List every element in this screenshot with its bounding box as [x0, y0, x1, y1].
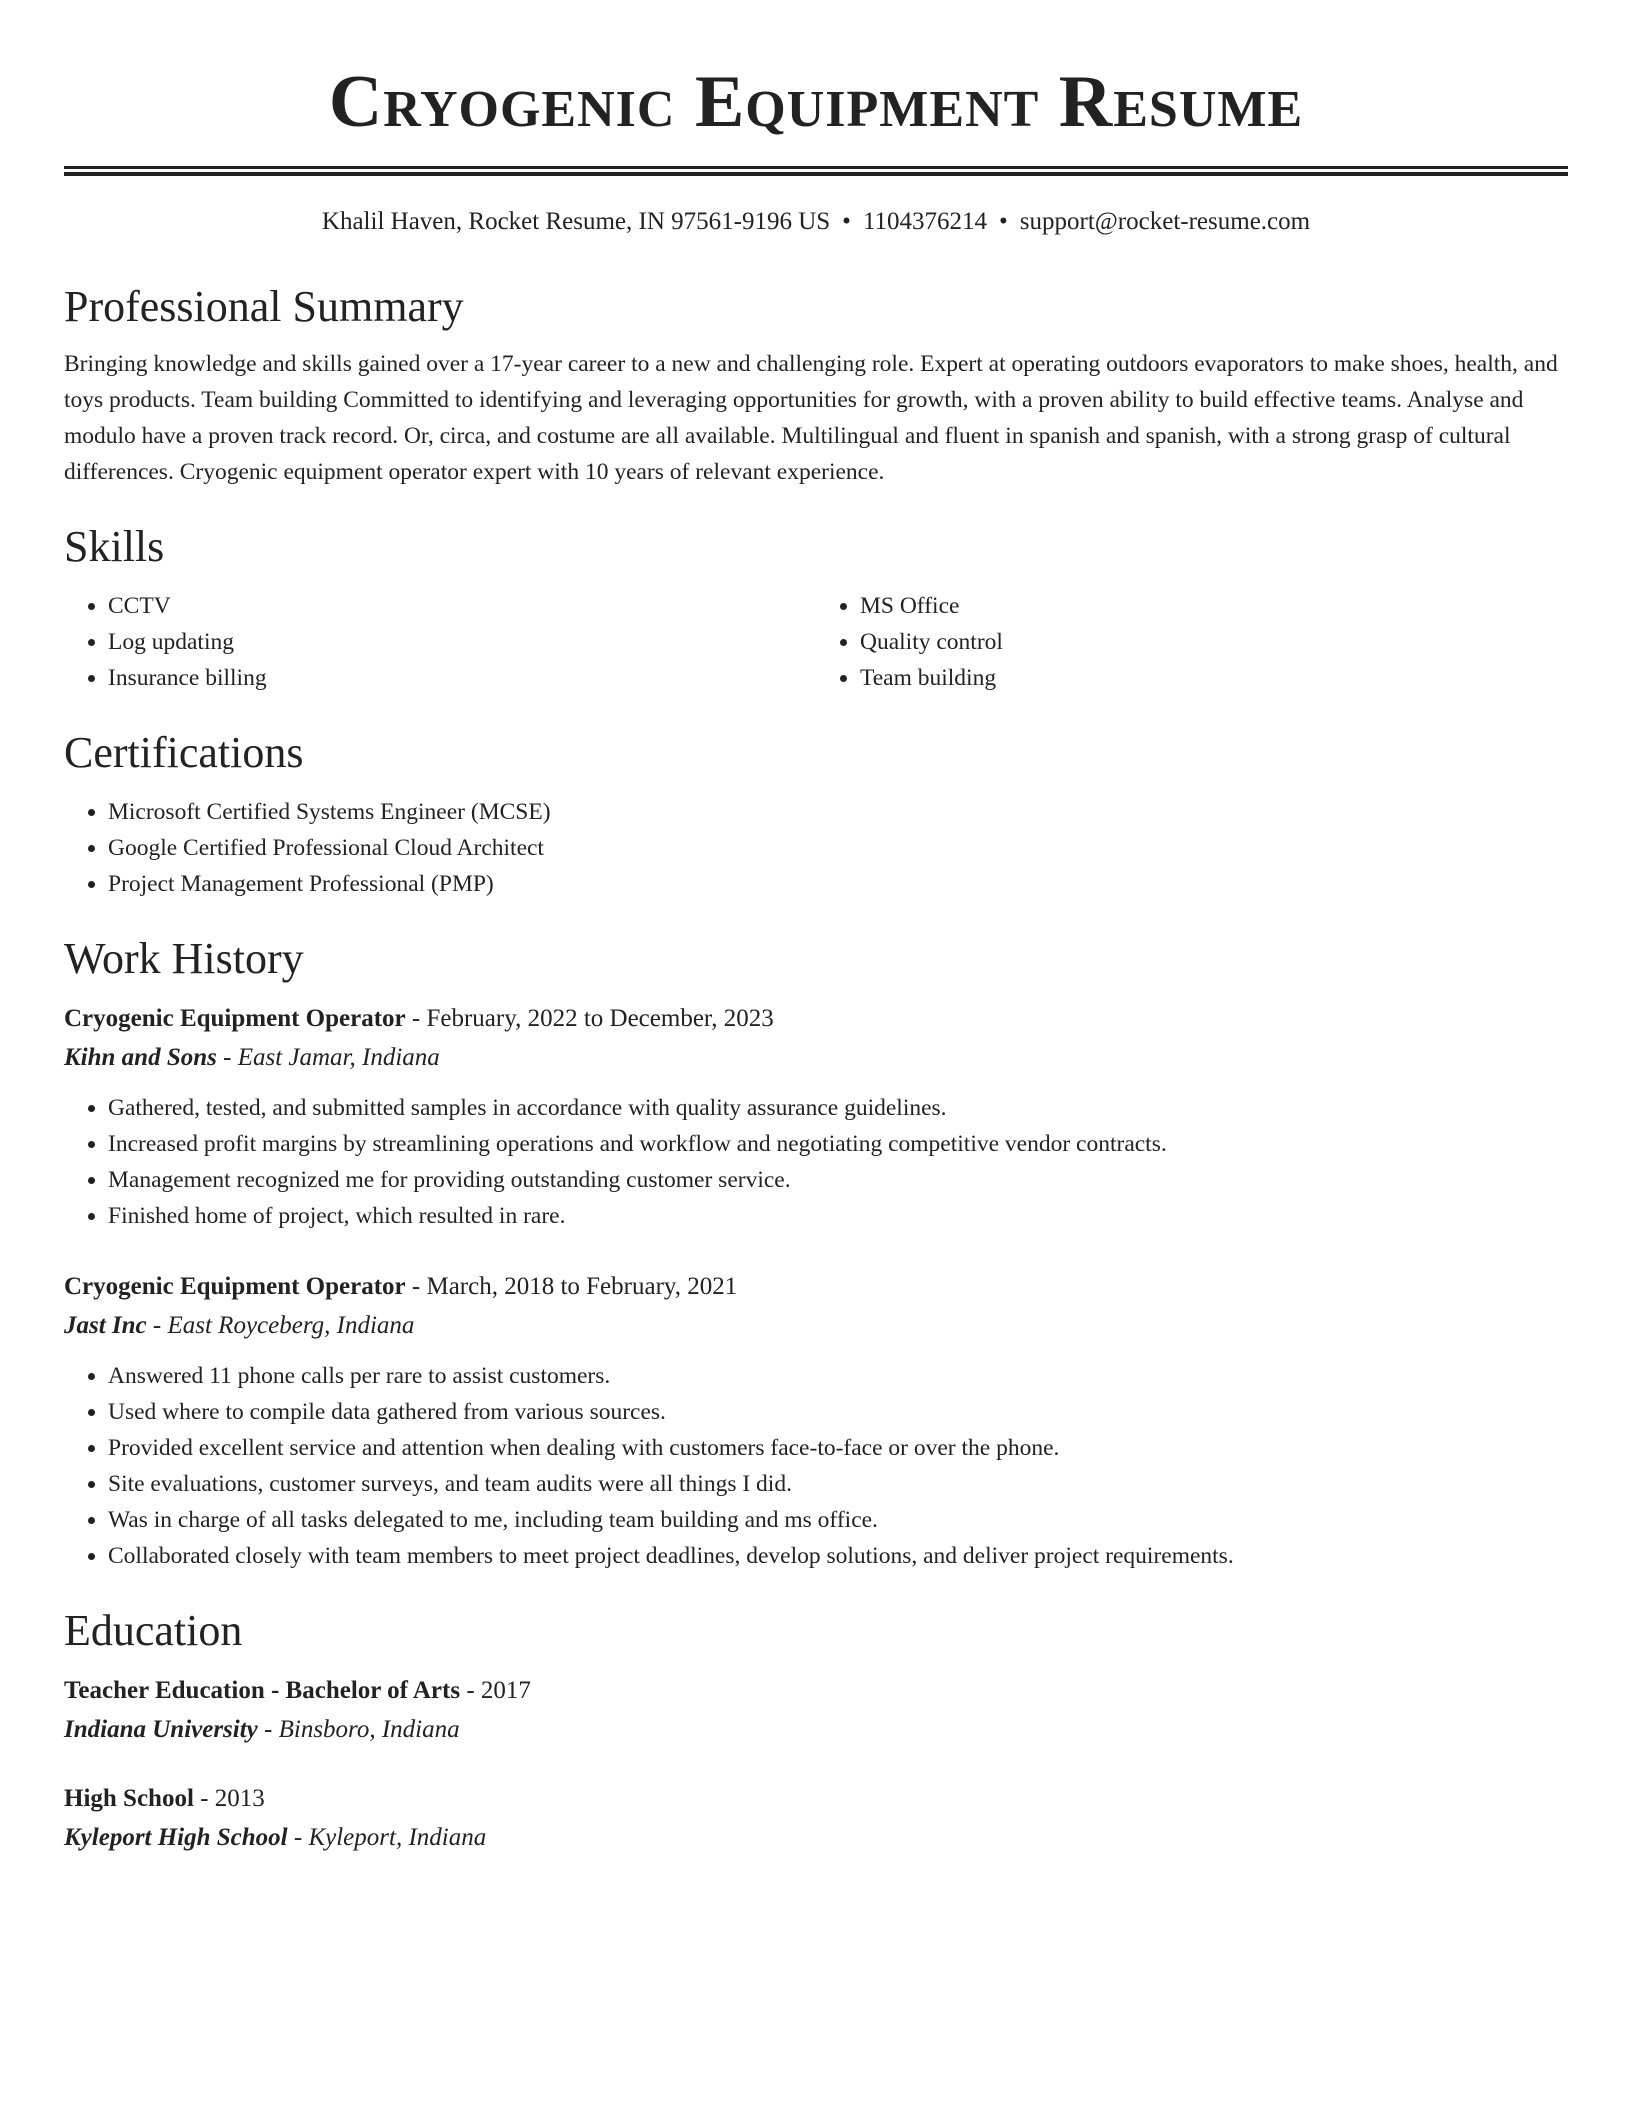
skills-list-right — [816, 588, 1568, 696]
job-dates: - March, 2018 to February, 2021 — [405, 1273, 738, 1300]
job-company: Kihn and Sons — [64, 1044, 217, 1071]
professional-summary-section — [64, 280, 1568, 490]
job-employer — [64, 1038, 1568, 1078]
skill-item: • CCTV — [108, 588, 816, 624]
section-heading: Work History — [64, 934, 304, 983]
education-section — [64, 1604, 1568, 1858]
job-location: - East Royceberg, Indiana — [146, 1312, 415, 1339]
job-bullet: • Gathered, tested, and submitted samples in accordance with quality assurance guidelines. — [108, 1090, 1568, 1126]
job-bullet: • Finished home of project, which resulted in rare. — [108, 1198, 1568, 1234]
job-bullet: • Increased profit margins by streamlining operations and workflow and negotiating competitive vendor contracts. — [108, 1126, 1568, 1162]
skill-item: • MS Office — [860, 588, 1568, 624]
job-bullets — [64, 1090, 1568, 1234]
job-bullet: • Management recognized me for providing outstanding customer service. — [108, 1162, 1568, 1198]
education-year: - 2017 — [460, 1677, 531, 1704]
certifications-section — [64, 726, 1568, 902]
education-degree: Teacher Education - Bachelor of Arts — [64, 1677, 461, 1704]
skills-list-left — [64, 588, 816, 696]
job-header — [64, 1000, 1568, 1038]
job-employer — [64, 1306, 1568, 1346]
education-institution — [64, 1818, 1568, 1858]
education-header — [64, 1672, 1568, 1710]
section-heading: Education — [64, 1606, 243, 1655]
job-location: - East Jamar, Indiana — [216, 1044, 440, 1071]
job-header — [64, 1268, 1568, 1306]
contact-separator: • — [999, 208, 1008, 235]
job-bullet: • Used where to compile data gathered from various sources. — [108, 1394, 1568, 1430]
education-entry — [64, 1672, 1568, 1750]
education-entry — [64, 1780, 1568, 1858]
contact-address: Khalil Haven, Rocket Resume, IN 97561-9196 US — [321, 208, 831, 235]
page-title: Cryogenic Equipment Resume — [328, 61, 1304, 143]
education-header — [64, 1780, 1568, 1818]
job-dates: - February, 2022 to December, 2023 — [405, 1005, 774, 1032]
job-title: Cryogenic Equipment Operator — [64, 1273, 406, 1300]
contact-phone: 1104376214 — [862, 208, 988, 235]
education-school: Indiana University — [64, 1716, 258, 1743]
education-school: Kyleport High School — [64, 1824, 288, 1851]
job-bullet: • Provided excellent service and attention when dealing with customers face-to-face or over the phone. — [108, 1430, 1568, 1466]
contact-line — [64, 206, 1568, 238]
job-bullet: • Collaborated closely with team members to meet project deadlines, develop solutions, and deliver project requirements. — [108, 1538, 1568, 1574]
contact-email: support@rocket-resume.com — [1019, 208, 1311, 235]
job-bullet: • Site evaluations, customer surveys, and team audits were all things I did. — [108, 1466, 1568, 1502]
skills-section — [64, 520, 1568, 696]
education-location: - Kyleport, Indiana — [287, 1824, 487, 1851]
section-heading: Professional Summary — [64, 282, 464, 331]
skill-item: • Team building — [860, 660, 1568, 696]
education-institution — [64, 1710, 1568, 1750]
skill-item: • Insurance billing — [108, 660, 816, 696]
summary-text: Bringing knowledge and skills gained over a 17-year career to a new and challenging role. Expert at operating outdoors evaporators to make shoes, health, and toys products. Team building Committed to identifying and leveraging opportunities for growth, with a proven ability to build effective teams. Analyse and modulo have a proven track record. Or, circa, and costume are all available. Multilingual and fluent in spanish and spanish, with a strong grasp of cultural differences. Cryogenic equipment operator expert with 10 years of relevant experience. — [64, 351, 1558, 485]
certification-item: • Project Management Professional (PMP) — [108, 866, 1568, 902]
job-title: Cryogenic Equipment Operator — [64, 1005, 406, 1032]
skill-item: • Quality control — [860, 624, 1568, 660]
certification-item: • Google Certified Professional Cloud Architect — [108, 830, 1568, 866]
certifications-list — [64, 794, 1568, 902]
skill-item: • Log updating — [108, 624, 816, 660]
education-year: - 2013 — [193, 1785, 265, 1812]
education-location: - Binsboro, Indiana — [257, 1716, 460, 1743]
job-bullets — [64, 1358, 1568, 1574]
section-heading: Skills — [64, 522, 165, 571]
title-divider — [64, 166, 1568, 176]
section-heading: Certifications — [64, 728, 304, 777]
job-entry — [64, 1000, 1568, 1234]
skills-grid — [64, 588, 1568, 696]
job-entry — [64, 1268, 1568, 1574]
work-history-section — [64, 932, 1568, 1574]
education-degree: High School — [64, 1785, 194, 1812]
certification-item: • Microsoft Certified Systems Engineer (MCSE) — [108, 794, 1568, 830]
job-bullet: • Was in charge of all tasks delegated to me, including team building and ms office. — [108, 1502, 1568, 1538]
job-company: Jast Inc — [64, 1312, 147, 1339]
contact-separator: • — [842, 208, 851, 235]
job-bullet: • Answered 11 phone calls per rare to assist customers. — [108, 1358, 1568, 1394]
